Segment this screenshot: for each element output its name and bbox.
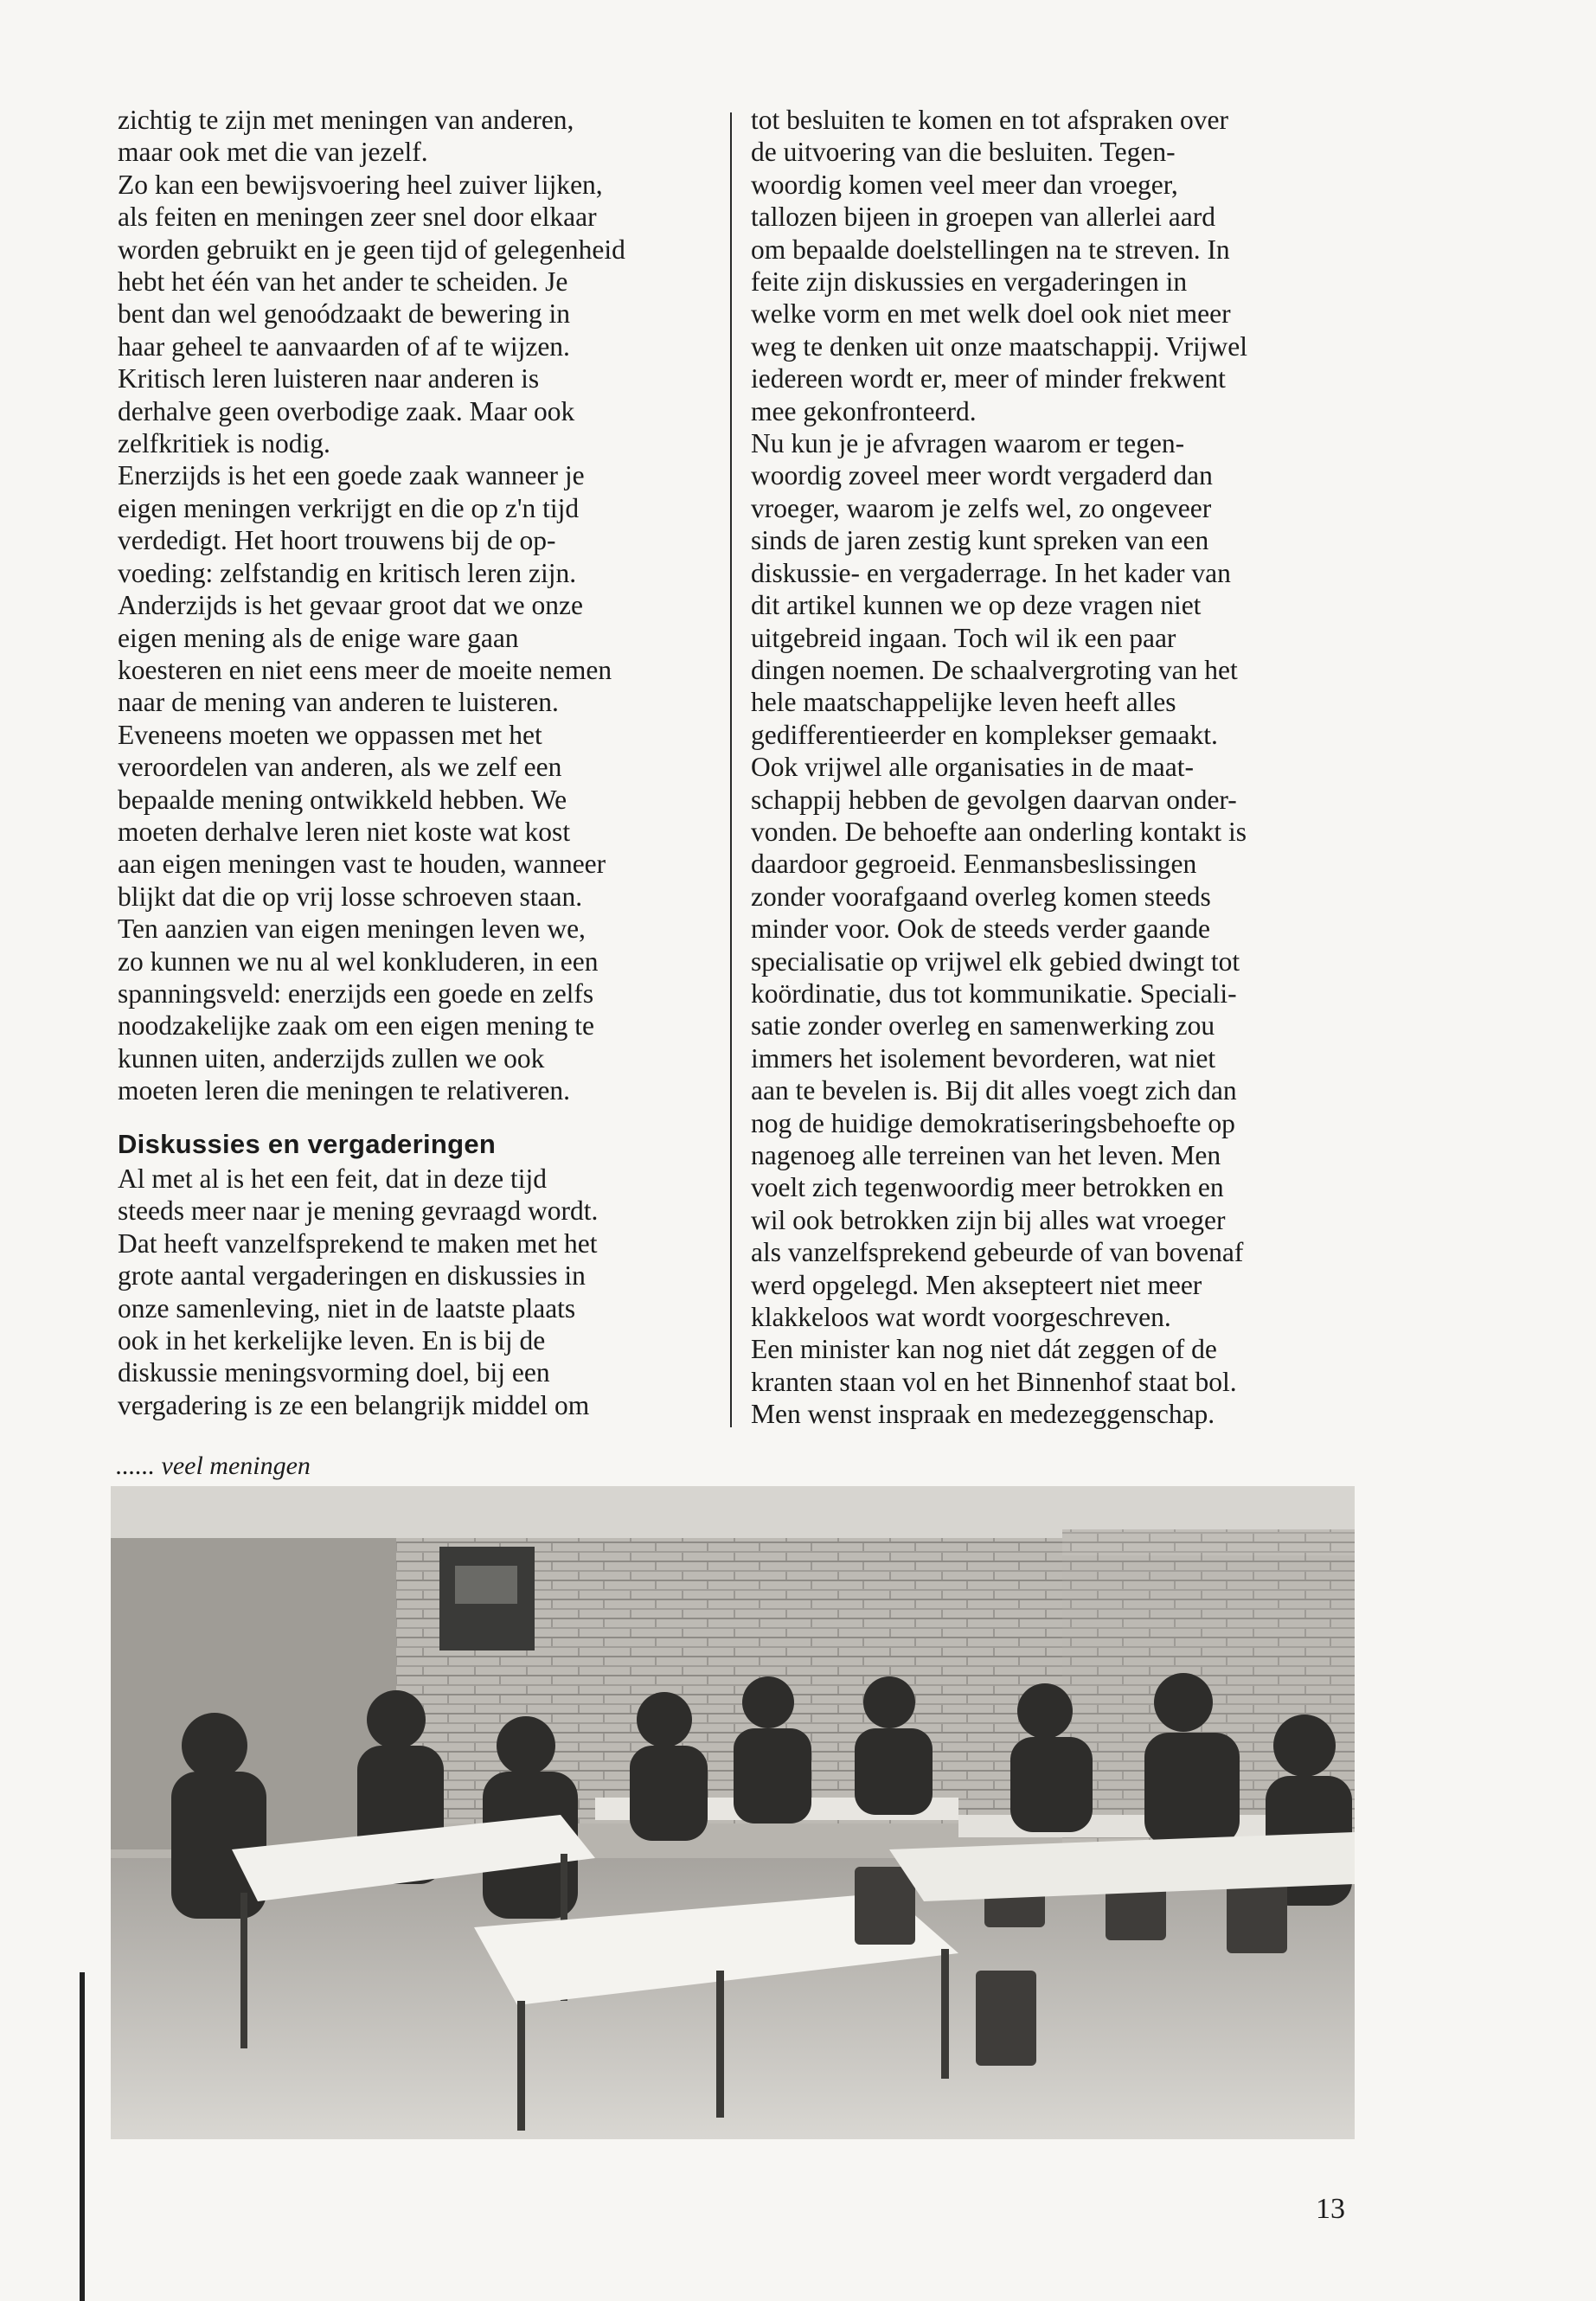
text-line: bent dan wel genoódzaakt de bewering in xyxy=(118,298,571,330)
meeting-photo xyxy=(111,1486,1355,2139)
text-line: bepaalde mening ontwikkeld hebben. We xyxy=(118,784,567,815)
section-heading: Diskussies en vergaderingen xyxy=(118,1128,497,1159)
text-line: daardoor gegroeid. Eenmansbeslissingen xyxy=(751,849,1197,880)
meeting-photo-illustration xyxy=(111,1486,1355,2139)
text-line: immers het isolement bevorderen, wat niet xyxy=(751,1042,1216,1074)
text-line: Eveneens moeten we oppassen met het xyxy=(118,719,542,750)
text-line: zo kunnen we nu al wel konkluderen, in een xyxy=(118,945,599,977)
text-line: diskussie meningsvorming doel, bij een xyxy=(118,1357,550,1388)
photo-caption: ...... veel meningen xyxy=(116,1452,311,1480)
text-line: voelt zich tegenwoordig meer betrokken en xyxy=(751,1172,1224,1203)
text-line: Zo kan een bewijsvoering heel zuiver lijken, xyxy=(118,169,603,200)
text-line: de uitvoering van die besluiten. Tegen- xyxy=(751,137,1176,168)
text-line: zelfkritiek is nodig. xyxy=(118,428,330,459)
text-line: welke vorm en met welk doel ook niet meer xyxy=(751,298,1231,330)
text-line: sinds de jaren zestig kunt spreken van een xyxy=(751,525,1209,556)
text-line: Enerzijds is het een goede zaak wanneer je xyxy=(118,460,585,491)
text-line: satie zonder overleg en samenwerking zou xyxy=(751,1010,1215,1042)
text-line: wil ook betrokken zijn bij alles wat vroeger xyxy=(751,1204,1226,1235)
left-column-paragraphs xyxy=(118,104,728,1107)
text-line: nagenoeg alle terreinen van het leven. Men xyxy=(751,1140,1221,1170)
text-line: iedereen wordt er, meer of minder frekwent xyxy=(751,363,1226,394)
text-line: koördinatie, dus tot kommunikatie. Speciali- xyxy=(751,977,1237,1009)
text-line: veroordelen van anderen, als we zelf een xyxy=(118,752,562,783)
page-number: 13 xyxy=(1316,2193,1345,2225)
text-line: Men wenst inspraak en medezeggenschap. xyxy=(751,1399,1215,1430)
text-line: mee gekonfronteerd. xyxy=(751,395,977,426)
text-line: dit artikel kunnen we op deze vragen niet xyxy=(751,590,1202,621)
right-text-column xyxy=(751,104,1363,1431)
text-line: tallozen bijeen in groepen van allerlei aard xyxy=(751,202,1215,233)
text-line: koesteren en niet eens meer de moeite nemen xyxy=(118,654,612,685)
text-line: woordig zoveel meer wordt vergaderd dan xyxy=(751,460,1213,491)
text-line: verdedigt. Het hoort trouwens bij de op- xyxy=(118,525,556,556)
text-line: noodzakelijke zaak om een eigen mening te xyxy=(118,1010,595,1042)
text-line: Ook vrijwel alle organisaties in de maat- xyxy=(751,752,1195,783)
text-line: eigen meningen verkrijgt en die op z'n tijd xyxy=(118,492,580,523)
text-line: klakkeloos wat wordt voorgeschreven. xyxy=(751,1302,1171,1333)
text-line: zonder voorafgaand overleg komen steeds xyxy=(751,881,1211,912)
text-line: kranten staan vol en het Binnenhof staat bol. xyxy=(751,1366,1237,1397)
text-line: aan eigen meningen vast te houden, wanneer xyxy=(118,849,606,880)
text-line: Kritisch leren luisteren naar anderen is xyxy=(118,363,540,394)
text-line: tot besluiten te komen en tot afspraken over xyxy=(751,105,1228,135)
column-divider xyxy=(730,112,732,1427)
text-line: vroeger, waarom je zelfs wel, zo ongeveer xyxy=(751,492,1212,523)
text-line: blijkt dat die op vrij losse schroeven staan. xyxy=(118,881,583,912)
text-line: uitgebreid ingaan. Toch wil ik een paar xyxy=(751,622,1176,653)
text-line: aan te bevelen is. Bij dit alles voegt zich dan xyxy=(751,1075,1237,1106)
text-line: voeding: zelfstandig en kritisch leren zijn. xyxy=(118,557,577,588)
text-line: naar de mening van anderen te luisteren. xyxy=(118,687,559,718)
text-line: Een minister kan nog niet dát zeggen of de xyxy=(751,1334,1217,1365)
text-line: dingen noemen. De schaalvergroting van het xyxy=(751,654,1238,685)
text-line: Dat heeft vanzelfsprekend te maken met het xyxy=(118,1227,598,1259)
text-line: eigen mening als de enige ware gaan xyxy=(118,622,519,653)
text-line: Ten aanzien van eigen meningen leven we, xyxy=(118,913,586,945)
text-line: zichtig te zijn met meningen van anderen, xyxy=(118,105,574,135)
text-line: Al met al is het een feit, dat in deze tijd xyxy=(118,1163,547,1194)
text-line: als vanzelfsprekend gebeurde of van bovenaf xyxy=(751,1237,1244,1268)
text-line: vonden. De behoefte aan onderling kontakt is xyxy=(751,816,1247,847)
text-line: ook in het kerkelijke leven. En is bij de xyxy=(118,1325,546,1356)
text-line: hele maatschappelijke leven heeft alles xyxy=(751,687,1176,718)
text-line: specialisatie op vrijwel elk gebied dwingt tot xyxy=(751,945,1240,977)
text-line: steeds meer naar je mening gevraagd wordt. xyxy=(118,1195,599,1227)
text-line: derhalve geen overbodige zaak. Maar ook xyxy=(118,395,575,426)
text-line: worden gebruikt en je geen tijd of gelegenheid xyxy=(118,234,625,265)
text-line: feite zijn diskussies en vergaderingen in xyxy=(751,266,1188,298)
text-line: moeten leren die meningen te relativeren. xyxy=(118,1075,571,1106)
left-column-section-paragraphs xyxy=(118,1163,728,1421)
text-line: hebt het één van het ander te scheiden. Je xyxy=(118,266,568,298)
text-line: minder voor. Ook de steeds verder gaande xyxy=(751,913,1210,945)
text-line: nog de huidige demokratiseringsbehoefte op xyxy=(751,1107,1235,1138)
text-line: woordig komen veel meer dan vroeger, xyxy=(751,169,1178,200)
text-line: moeten derhalve leren niet koste wat kost xyxy=(118,816,571,847)
text-line: haar geheel te aanvaarden of af te wijzen. xyxy=(118,330,570,362)
text-line: spanningsveld: enerzijds een goede en zelfs xyxy=(118,977,594,1009)
text-line: weg te denken uit onze maatschappij. Vrijwel xyxy=(751,330,1247,362)
left-text-column xyxy=(118,104,728,1421)
text-line: als feiten en meningen zeer snel door elkaar xyxy=(118,202,597,233)
text-line: grote aantal vergaderingen en diskussies in xyxy=(118,1260,586,1292)
text-line: kunnen uiten, anderzijds zullen we ook xyxy=(118,1042,545,1074)
text-line: diskussie- en vergaderrage. In het kader van xyxy=(751,557,1231,588)
text-line: werd opgelegd. Men aksepteert niet meer xyxy=(751,1269,1202,1300)
right-column-paragraphs xyxy=(751,104,1363,1431)
text-line: onze samenleving, niet in de laatste plaats xyxy=(118,1292,576,1324)
text-line: schappij hebben de gevolgen daarvan onder- xyxy=(751,784,1237,815)
text-line: maar ook met die van jezelf. xyxy=(118,137,428,168)
text-line: gedifferentieerder en komplekser gemaakt. xyxy=(751,719,1218,750)
text-line: Nu kun je je afvragen waarom er tegen- xyxy=(751,428,1185,459)
text-line: om bepaalde doelstellingen na te streven. In xyxy=(751,234,1230,265)
scan-edge-bar xyxy=(80,1972,85,2301)
text-line: vergadering is ze een belangrijk middel om xyxy=(118,1389,590,1420)
text-line: Anderzijds is het gevaar groot dat we onze xyxy=(118,590,583,621)
